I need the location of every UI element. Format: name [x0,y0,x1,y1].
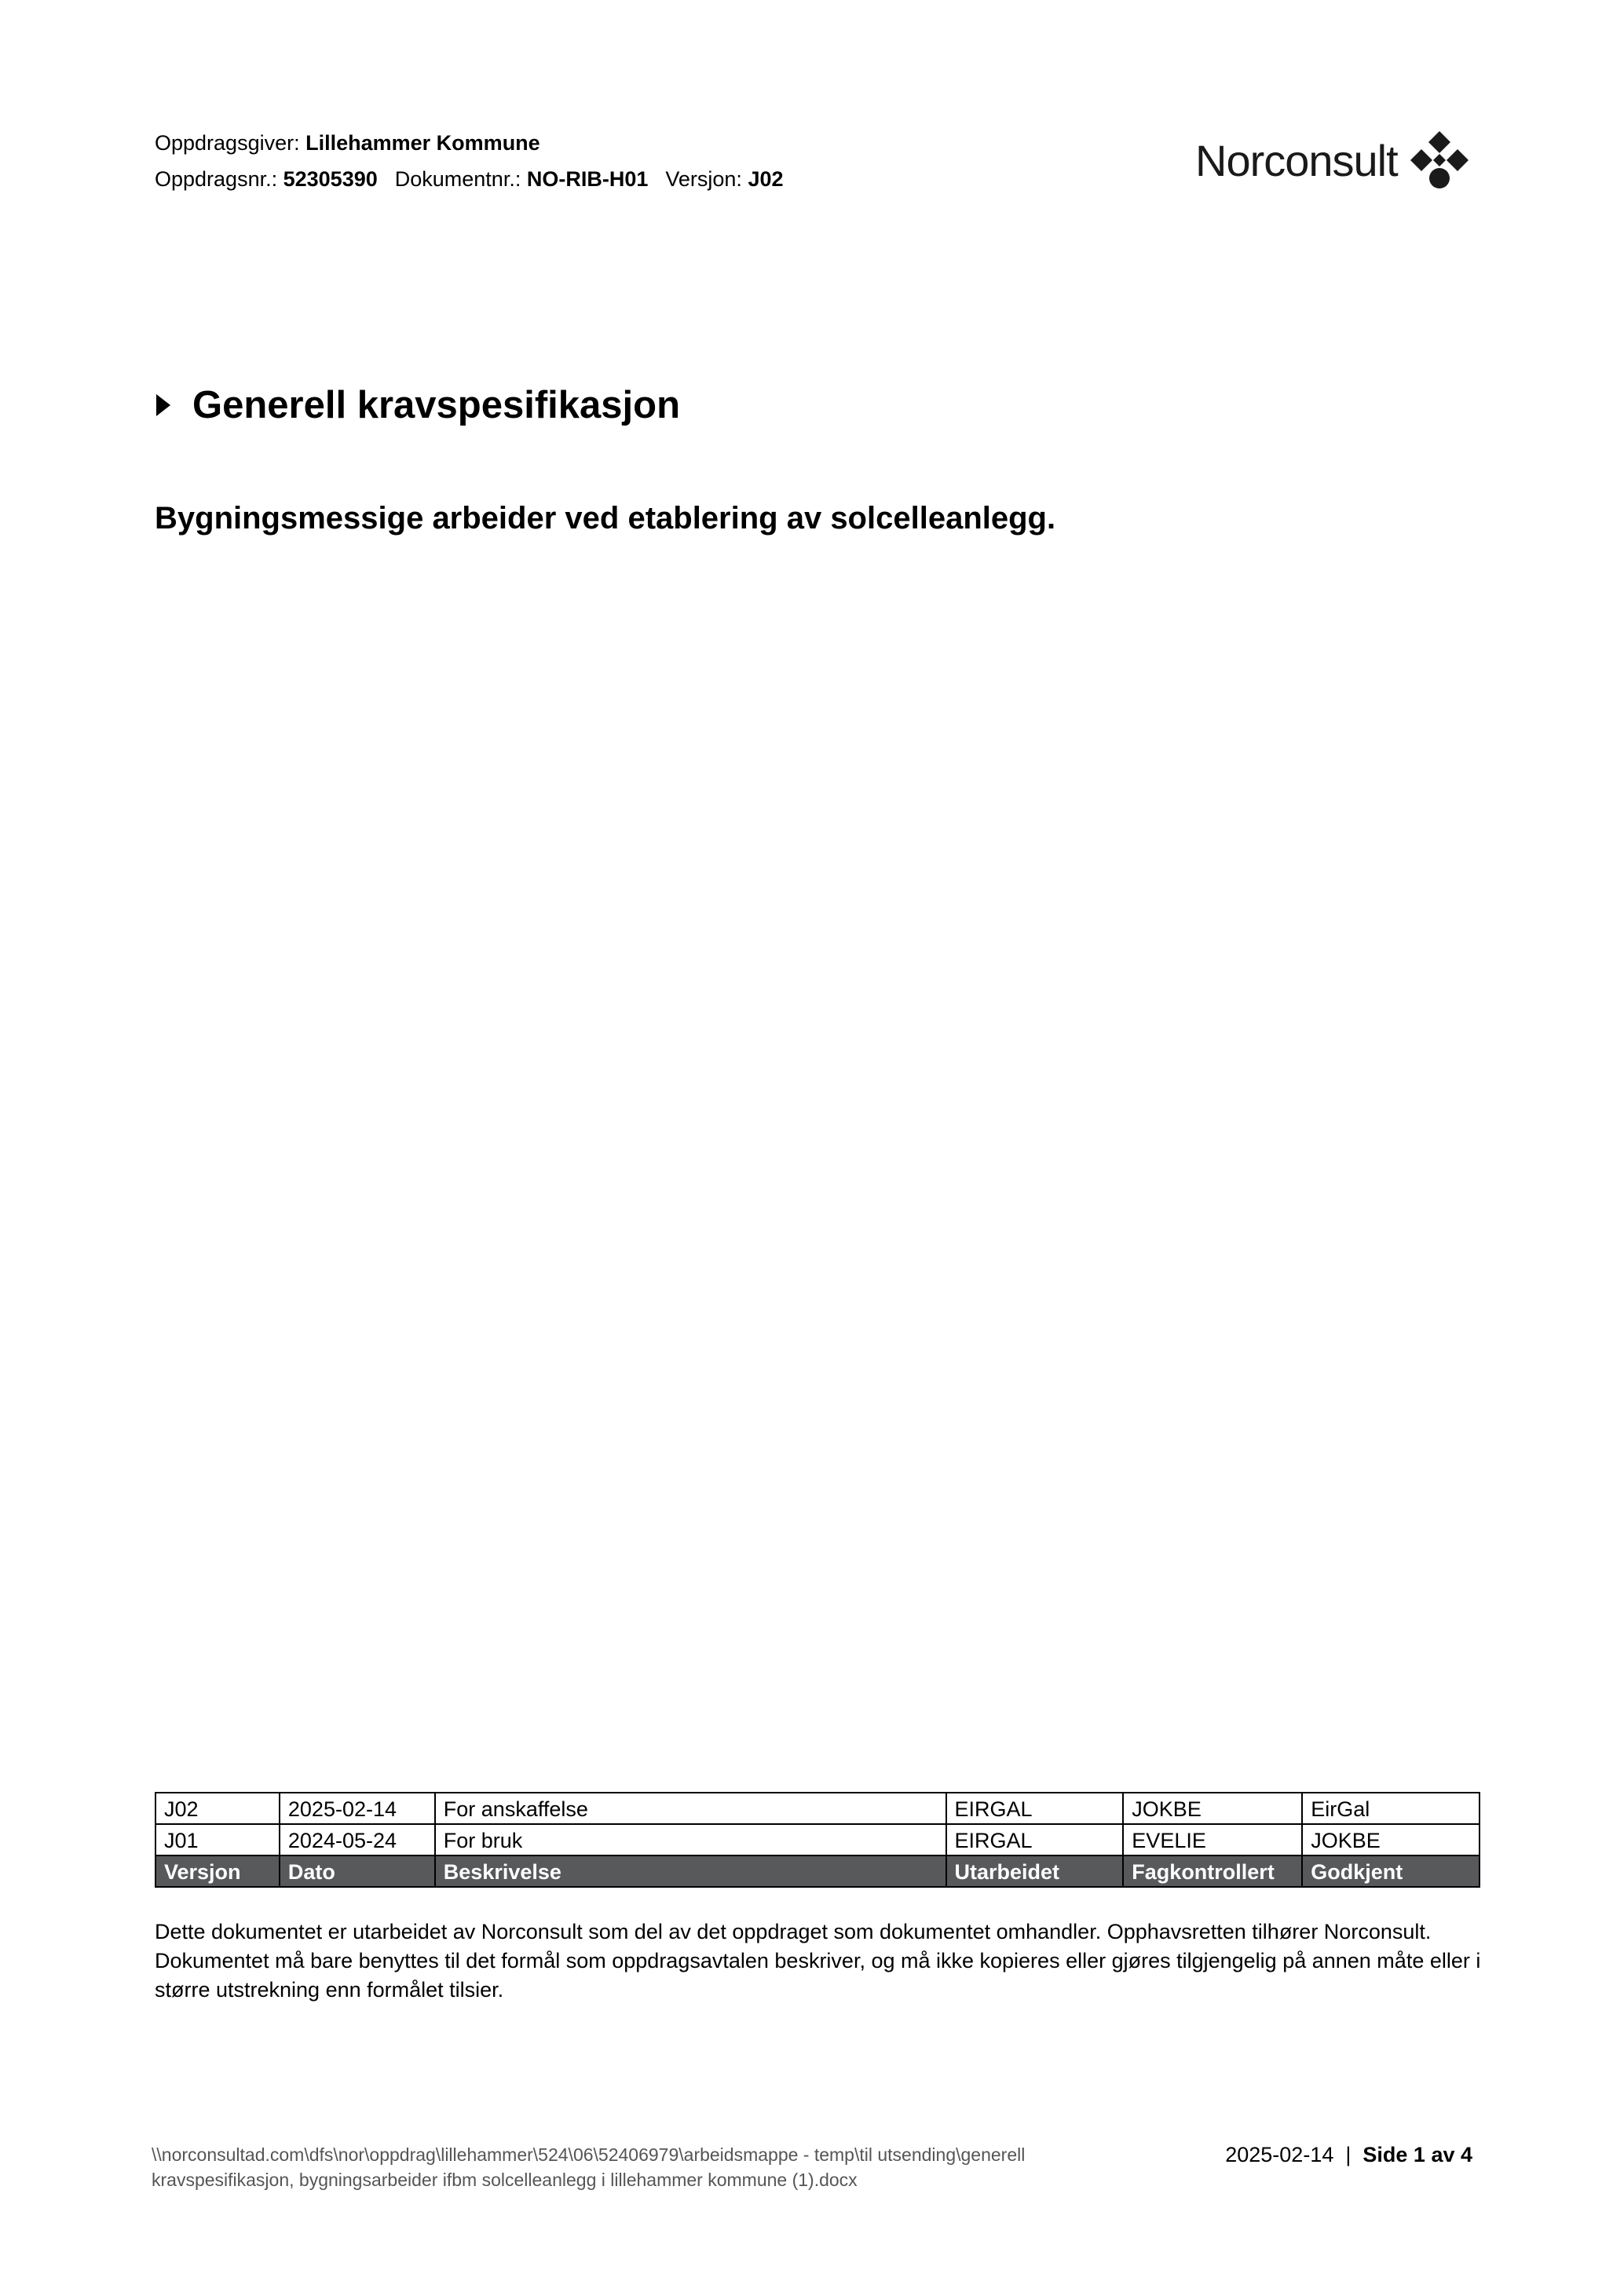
column-header-version: Versjon [155,1855,280,1887]
table-row [155,1824,1480,1855]
norconsult-diamond-logo-icon [1409,130,1470,191]
company-logo [1195,129,1470,192]
checked-cell: JOKBE [1123,1793,1302,1824]
document-id-line [155,166,784,192]
assignment-value: 52305390 [283,167,378,191]
assignment-label: Oppdragsnr.: [155,167,278,191]
date-cell: 2024-05-24 [280,1824,435,1855]
approved-cell: JOKBE [1302,1824,1480,1855]
title-row [155,383,680,427]
page-number: Side 1 av 4 [1362,2143,1472,2166]
footer-separator: | [1345,2143,1352,2166]
column-header-description: Beskrivelse [435,1855,946,1887]
prepared-cell: EIRGAL [946,1824,1124,1855]
triangle-right-icon [155,391,172,419]
checked-cell: EVELIE [1123,1824,1302,1855]
approved-cell: EirGal [1302,1793,1480,1824]
version-cell: J02 [155,1793,280,1824]
client-value: Lillehammer Kommune [305,131,540,155]
client-label: Oppdragsgiver: [155,131,300,155]
version-cell: J01 [155,1824,280,1855]
footer-date: 2025-02-14 [1225,2143,1334,2166]
revision-table [155,1792,1480,1888]
table-header-row [155,1855,1480,1887]
client-line [155,130,540,155]
description-cell: For bruk [435,1824,946,1855]
document-subtitle: Bygningsmessige arbeider ved etablering av solcelleanlegg. [155,501,1056,536]
version-value: J02 [748,167,784,191]
table-row [155,1793,1480,1824]
date-cell: 2025-02-14 [280,1793,435,1824]
column-header-approved: Godkjent [1302,1855,1480,1887]
column-header-date: Dato [280,1855,435,1887]
footer-page-info [1225,2142,1472,2167]
document-title: Generell kravspesifikasjon [192,384,680,426]
column-header-prepared: Utarbeidet [946,1855,1124,1887]
footer-file-path: \\norconsultad.com\dfs\nor\oppdrag\lillehammer\524\06\52406979\arbeidsmappe - temp\til utsending\generell kravspesifikasjon, bygningsarbeider ifbm solcelleanlegg i lillehammer kommune (1).docx [152,2144,1026,2190]
document-number-value: NO-RIB-H01 [526,167,649,191]
version-label: Versjon: [665,167,742,191]
description-cell: For anskaffelse [435,1793,946,1824]
copyright-disclaimer: Dette dokumentet er utarbeidet av Norconsult som del av det oppdraget som dokumentet omhandler. Opphavsretten tilhører Norconsult. Dokumentet må bare benyttes til det formål som oppdragsavtalen beskriver, og må ikke kopieres eller gjøres tilgjengelig på annen måte eller i større utstrekning enn formålet tilsier. [155,1920,1481,2002]
column-header-checked: Fagkontrollert [1123,1855,1302,1887]
logo-text: Norconsult [1195,135,1398,185]
document-number-label: Dokumentnr.: [394,167,521,191]
prepared-cell: EIRGAL [946,1793,1124,1824]
